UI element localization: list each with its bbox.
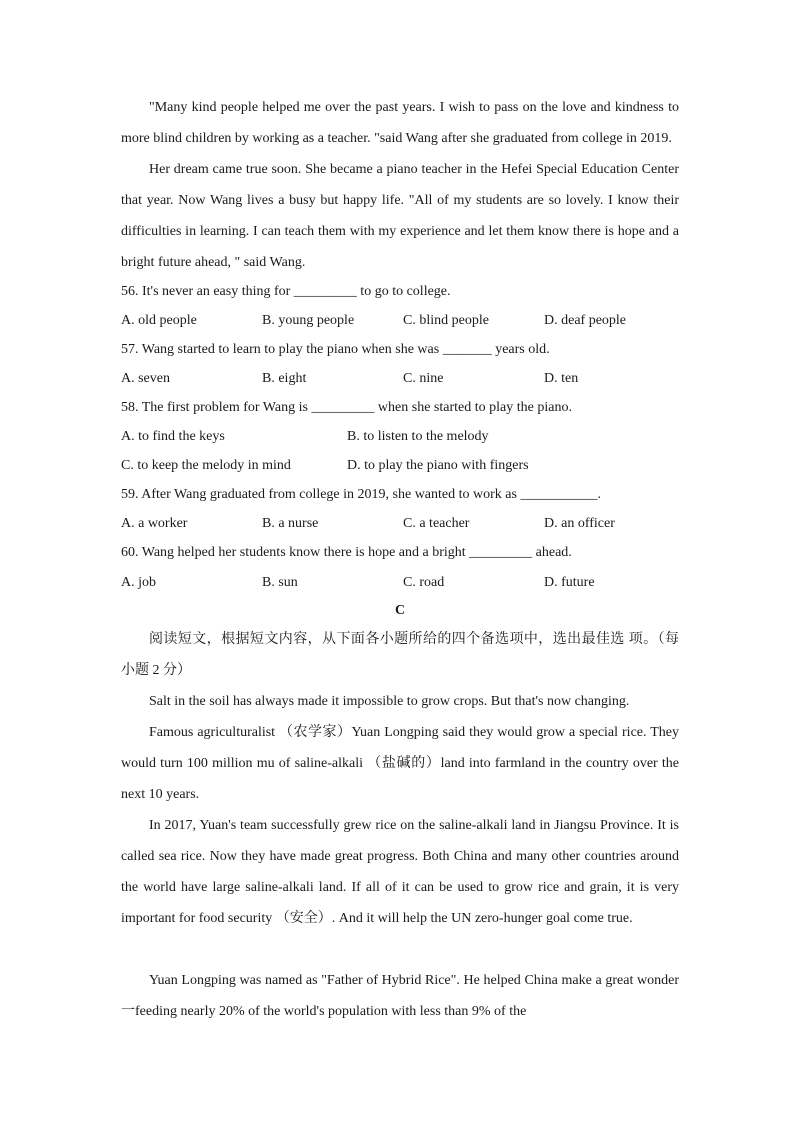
section-c-instruction-line-2: 小题 2 分） [121,663,191,678]
question-58-option-a: A. to find the keys [121,429,225,444]
question-59-option-d: D. an officer [544,516,615,531]
question-58-option-b: B. to listen to the melody [347,429,489,444]
passage-c-paragraph-1: Salt in the soil has always made it impossible to grow crops. But that's now changing. [149,694,630,709]
question-60-option-a: A. job [121,575,156,590]
question-57-option-c: C. nine [403,371,444,386]
section-c-instruction-line-1: 阅读短文，根据短文内容，从下面各小题所给的四个备选项中，选出最佳选 项。（每 [149,632,679,647]
question-58-option-c: C. to keep the melody in mind [121,458,291,473]
question-59-option-c: C. a teacher [403,516,470,531]
question-59-option-a: A. a worker [121,516,188,531]
question-57-stem: 57. Wang started to learn to play the piano when she was _______ years old. [121,342,550,357]
passage-c-paragraph-2: Famous agriculturalist （农学家）Yuan Longping said they would grow a special rice. They would turn 100 million mu of saline-alkali （盐碱的）land into farmland in the country over the next 10 years. [121,725,679,802]
question-60-option-b: B. sun [262,575,298,590]
passage-b-paragraph-2: Her dream came true soon. She became a piano teacher in the Hefei Special Education Center that year. Now Wang lives a busy but happy life. "All of my students are so lovely. I know their difficulties in learning. I can teach them with my experience and let them know there is hope and a bright future ahead, " said Wang. [121,162,679,270]
question-57-option-b: B. eight [262,371,307,386]
question-60-stem: 60. Wang helped her students know there is hope and a bright _________ ahead. [121,545,572,560]
question-56-stem: 56. It's never an easy thing for _________ to go to college. [121,284,451,299]
question-58-stem: 58. The first problem for Wang is _________ when she started to play the piano. [121,400,572,415]
passage-c-paragraph-3: In 2017, Yuan's team successfully grew rice on the saline-alkali land in Jiangsu Province. It is called sea rice. Now they have made great progress. Both China and many other countries around the world have large saline-alkali land. If all of it can be used to grow rice and grain, it is very important for food security （安全）. And it will help the UN zero-hunger goal come true. [121,818,679,926]
section-c-heading: C [394,603,406,618]
question-59-option-b: B. a nurse [262,516,319,531]
question-60-option-c: C. road [403,575,445,590]
passage-b-paragraph-1: "Many kind people helped me over the past years. I wish to pass on the love and kindness to more blind children by working as a teacher. "said Wang after she graduated from college in 2019. [121,100,679,146]
passage-c-paragraph-4: Yuan Longping was named as "Father of Hybrid Rice". He helped China make a great wonder一feeding nearly 20% of the world's population with less than 9% of the [121,973,679,1019]
question-57-option-d: D. ten [544,371,579,386]
question-59-stem: 59. After Wang graduated from college in 2019, she wanted to work as ___________. [121,487,601,502]
question-56-option-d: D. deaf people [544,313,627,328]
question-58-option-d: D. to play the piano with fingers [347,458,529,473]
question-60-option-d: D. future [544,575,595,590]
question-56-option-c: C. blind people [403,313,489,328]
question-56-option-a: A. old people [121,313,197,328]
question-57-option-a: A. seven [121,371,170,386]
question-56-option-b: B. young people [262,313,355,328]
